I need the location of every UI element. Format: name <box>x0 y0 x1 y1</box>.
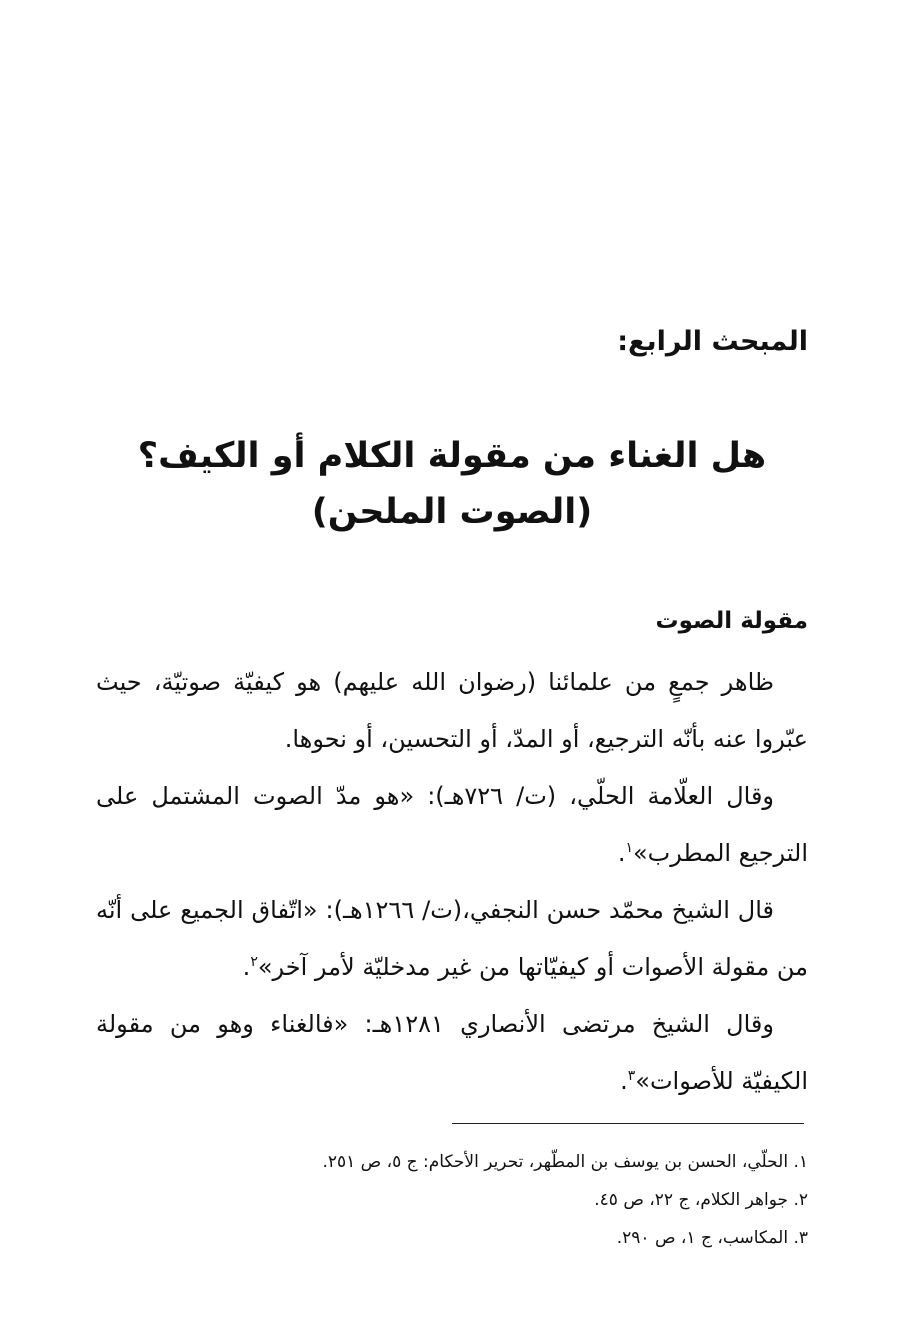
paragraph-3 <box>96 882 808 996</box>
subheading: مقولة الصوت <box>655 608 808 634</box>
paragraph-1 <box>96 654 808 768</box>
footnote-ref: ٣ <box>627 1068 636 1084</box>
chapter-title-line-1: هل الغناء من مقولة الكلام أو الكيف؟ <box>137 436 767 476</box>
paragraph-text: قال الشيخ محمّد حسن النجفي،(ت/ ١٢٦٦هـ): «اتّفاق الجميع على أنّه من مقولة الأصوات أو كيفيّاتها من غير مدخليّة لأمر آخر» <box>96 896 808 981</box>
footnote-3: ٣. المكاسب، ج ١، ص ٢٩٠. <box>616 1228 808 1248</box>
paragraph-2 <box>96 768 808 882</box>
sentence-end: . <box>617 839 626 867</box>
body-text <box>96 654 808 1110</box>
sentence-end: . <box>242 953 251 981</box>
paragraph-text: ظاهر جمعٍ من علمائنا (رضوان الله عليهم) هو كيفيّة صوتيّة، حيث عبّروا عنه بأنّه الترجيع، أو المدّ، أو التحسين، أو نحوها. <box>96 668 808 753</box>
footnote-1: ١. الحلّي، الحسن بن يوسف بن المطّهر، تحرير الأحكام: ج ٥، ص ٢٥١. <box>322 1152 808 1172</box>
chapter-title <box>96 428 808 540</box>
footnote-2: ٢. جواهر الكلام، ج ٢٢، ص ٤٥. <box>594 1190 808 1210</box>
sentence-end: . <box>620 1067 628 1095</box>
paragraph-4 <box>96 996 808 1110</box>
book-page <box>96 0 808 1340</box>
paragraph-text: وقال الشيخ مرتضى الأنصاري ١٢٨١هـ: «فالغناء وهو من مقولة الكيفيّة للأصوات» <box>96 1010 808 1095</box>
footnote-divider <box>452 1123 804 1124</box>
paragraph-text: وقال العلّامة الحلّي، (ت/ ٧٢٦هـ): «هو مدّ الصوت المشتمل على الترجيع المطرب» <box>96 782 808 867</box>
footnote-ref: ١ <box>625 840 633 856</box>
chapter-title-line-2: (الصوت الملحن) <box>311 492 593 532</box>
footnote-ref: ٢ <box>250 954 258 970</box>
section-label: المبحث الرابع: <box>617 326 808 357</box>
footnotes <box>96 1143 808 1257</box>
